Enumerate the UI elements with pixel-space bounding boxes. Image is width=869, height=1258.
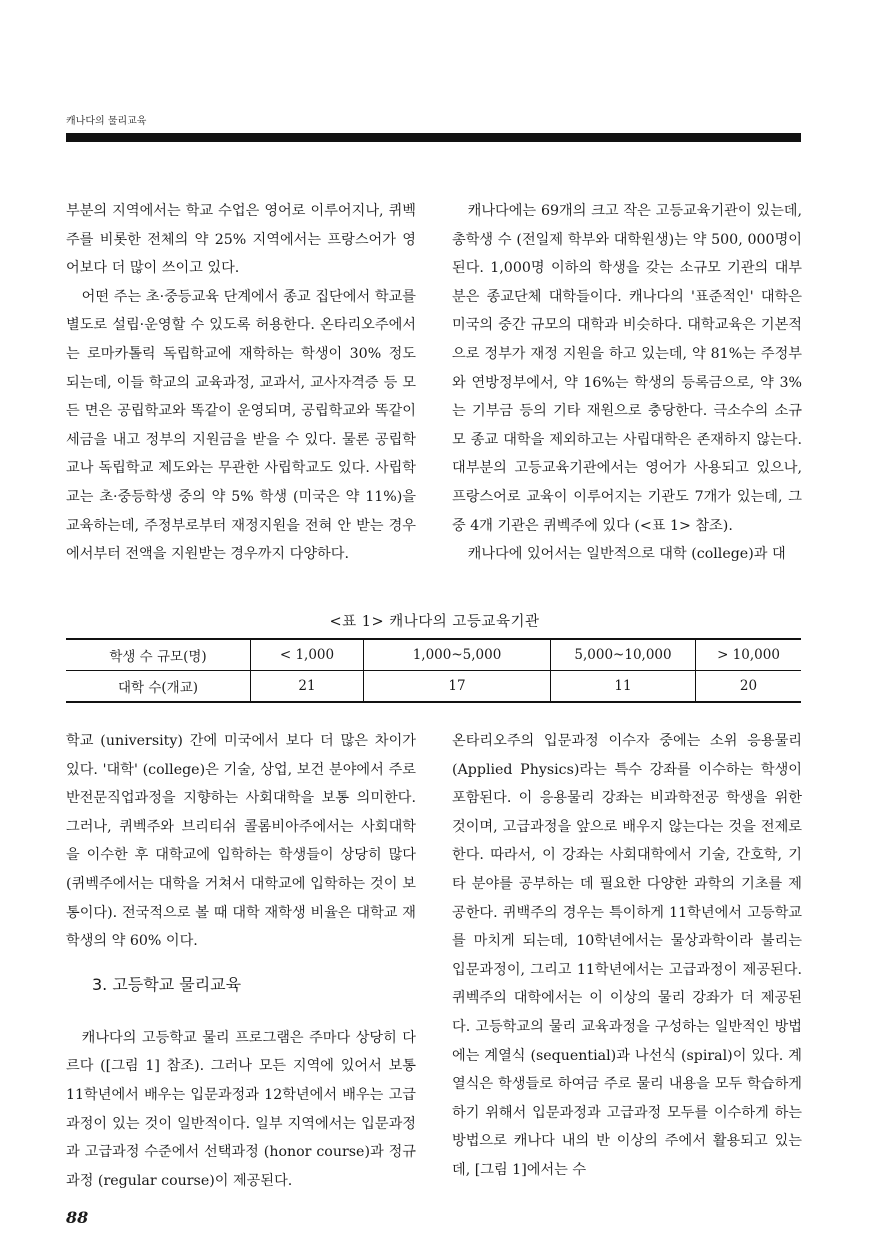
table-cell: < 1,000 — [251, 639, 364, 671]
paragraph: 캐나다에는 69개의 크고 작은 고등교육기관이 있는데, 총학생 수 (전일제 학부와 대학원생)는 약 500, 000명이 된다. 1,000명 이하의 학생을 갖는 소규모 기관의 대부분은 종교단체 대학들이다. 캐나다의 '표준적인' 대학은 미국의 중간 규모의 대학과 비슷하다. 대학교육은 기본적으로 정부가 재정 지원을 하고 있는데, 약 81%는 주정부와 연방정부에서, 약 16%는 학생의 등록금으로, 약 3%는 기부금 등의 기타 재원으로 충당한다. 극소수의 소규모 종교 대학을 제외하고는 사립대학은 존재하지 않는다. 대부분의 고등교육기관에서는 영어가 사용되고 있으나, 프랑스어로 교육이 이루어지는 기관도 7개가 있는데, 그 중 4개 기관은 퀴벡주에 있다 (<표 1> 참조). — [452, 203, 802, 534]
paragraph: 온타리오주의 입문과정 이수자 중에는 소위 응용물리 (Applied Physics)라는 특수 강좌를 이수하는 학생이 포함된다. 이 응용물리 강좌는 비과학전공 학생을 위한 것이며, 고급과정을 앞으로 배우지 않는다는 것을 전제로 한다. 따라서, 이 강좌는 사회대학에서 기술, 간호학, 기타 분야를 공부하는 데 필요한 다양한 과학의 기초를 제공한다. 퀴백주의 경우는 특이하게 11학년에서 고등학교를 마치게 되는데, 10학년에서는 물상과학이라 불리는 입문과정이, 그리고 11학년에서는 고급과정이 제공된다. 퀴벡주의 대학에서는 이 이상의 물리 강좌가 더 제공된다. 고등학교의 물리 교육과정을 구성하는 일반적인 방법에는 계열식 (sequential)과 나선식 (spiral)이 있다. 계열식은 학생들로 하여금 주로 물리 내용을 모두 학습하게 하기 위해서 입문과정과 고급과정 모두를 이수하게 하는 방법으로 캐나다 내의 반 이상의 주에서 활용되고 있는데, [그림 1]에서는 수 — [452, 733, 802, 1178]
table-cell: 21 — [251, 671, 364, 703]
paragraph: 캐나다에 있어서는 일반적으로 대학 (college)과 대 — [467, 546, 786, 563]
page-number: 88 — [66, 1208, 89, 1227]
section-heading: 3. 고등학교 물리교육 — [92, 974, 242, 994]
column-bottom-right — [452, 727, 802, 1185]
table-cell: 5,000~10,000 — [551, 639, 696, 671]
header-rule — [66, 133, 801, 142]
column-top-right — [452, 197, 802, 569]
running-header: 캐나다의 물리교육 — [66, 116, 147, 127]
table-cell: > 10,000 — [696, 639, 802, 671]
column-top-left — [66, 197, 416, 569]
paragraph: 캐나다의 고등학교 물리 프로그램은 주마다 상당히 다르다 ([그림 1] 참조). 그러나 모든 지역에 있어서 보통 11학년에서 배우는 입문과정과 12학년에서 배우는 고급과정이 있는 것이 일반적이다. 일부 지역에서는 입문과정과 고급과정 수준에서 선택과정 (honor course)과 정규과정 (regular course)이 제공된다. — [66, 1029, 416, 1189]
column-bottom-left — [66, 727, 416, 1195]
table-cell: 학생 수 규모(명) — [66, 639, 251, 671]
table-cell: 11 — [551, 671, 696, 703]
paragraph: 부분의 지역에서는 학교 수업은 영어로 이루어지나, 퀴벡주를 비롯한 전체의 약 25% 지역에서는 프랑스어가 영어보다 더 많이 쓰이고 있다. — [66, 203, 416, 277]
table-caption: <표 1> 캐나다의 고등교육기관 — [329, 614, 540, 630]
table-cell: 1,000~5,000 — [364, 639, 551, 671]
table-cell: 20 — [696, 671, 802, 703]
table-header-row — [66, 639, 801, 671]
paragraph: 학교 (university) 간에 미국에서 보다 더 많은 차이가 있다. '대학' (college)은 기술, 상업, 보건 분야에서 주로 반전문직업과정을 지향하는 사회대학을 보통 의미한다. 그러나, 퀴벡주와 브리티쉬 콜롬비아주에서는 사회대학을 이수한 후 대학교에 입학하는 학생들이 상당히 많다 (퀴벡주에서는 대학을 거쳐서 대학교에 입학하는 것이 보통이다). 전국적으로 볼 때 대학 재학생 비율은 대학교 재학생의 약 60% 이다. — [66, 733, 416, 950]
paragraph: 어떤 주는 초·중등교육 단계에서 종교 집단에서 학교를 별도로 설립·운영할 수 있도록 허용한다. 온타리오주에서는 로마카톨릭 독립학교에 재학하는 학생이 30% 정도 되는데, 이들 학교의 교육과정, 교과서, 교사자격증 등 모든 면은 공립학교와 똑같이 운영되며, 공립학교와 똑같이 세금을 내고 정부의 지원금을 받을 수 있다. 물론 공립학교나 독립학교 제도와는 무관한 사립학교도 있다. 사립학교는 초·중등학생 중의 약 5% 학생 (미국은 약 11%)을 교육하는데, 주정부로부터 재정지원을 전혀 안 받는 경우에서부터 전액을 지원받는 경우까지 다양하다. — [66, 288, 416, 563]
table-cell: 대학 수(개교) — [66, 671, 251, 703]
table-row — [66, 671, 801, 703]
higher-education-table — [66, 638, 801, 703]
table-cell: 17 — [364, 671, 551, 703]
